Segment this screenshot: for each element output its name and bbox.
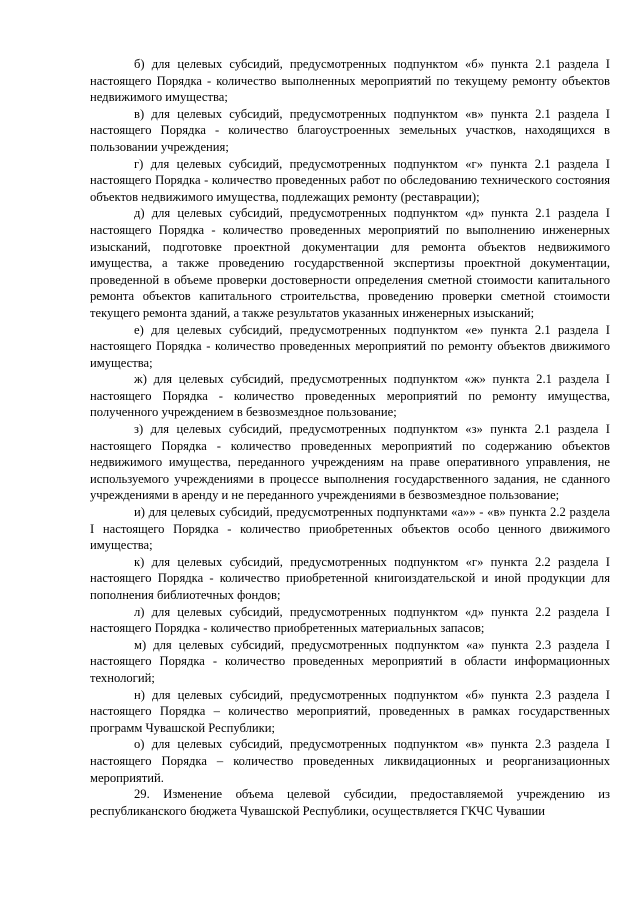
paragraph-item-v: в) для целевых субсидий, предусмотренных подпунктом «в» пункта 2.1 раздела I настоящего Порядка - количество благоустроенных земельных участков, находящихся в пользовании учреждения; [90, 106, 610, 154]
paragraph-item-e: е) для целевых субсидий, предусмотренных подпунктом «е» пункта 2.1 раздела I настоящего Порядка - количество проведенных мероприятий по ремонту объектов движимого имущества; [90, 322, 610, 370]
paragraph-item-zh: ж) для целевых субсидий, предусмотренных подпунктом «ж» пункта 2.1 раздела I настоящего Порядка - количество проведенных мероприятий по ремонту имущества, полученного учреждением в безвозмездное пользование; [90, 372, 610, 420]
paragraph-item-g: г) для целевых субсидий, предусмотренных подпунктом «г» пункта 2.1 раздела I настоящего Порядка - количество проведенных работ по обследованию технического состояния объектов недвижимого имущества, подлежащих ремонту (реставрации); [90, 156, 610, 204]
paragraph-item-z: з) для целевых субсидий, предусмотренных подпунктом «з» пункта 2.1 раздела I настоящего Порядка - количество проведенных мероприятий по содержанию объектов недвижимого имущества, переданного учреждениям на праве оперативного управления, не используемого учреждениями в процессе выполнения государственного задания, не сданного учреждениями в аренду и не переданного учреждениями в безвозмездное пользование; [90, 422, 610, 503]
document-body [90, 56, 610, 819]
paragraph-item-k: к) для целевых субсидий, предусмотренных подпунктом «г» пункта 2.2 раздела I настоящего Порядка - количество приобретенной книгоиздательской и иной продукции для пополнения библиотечных фондов; [90, 554, 610, 602]
paragraph-item-n: н) для целевых субсидий, предусмотренных подпунктом «б» пункта 2.3 раздела I настоящего Порядка – количество мероприятий, проведенных в рамках государственных программ Чувашской Республики; [90, 687, 610, 735]
paragraph-item-b: б) для целевых субсидий, предусмотренных подпунктом «б» пункта 2.1 раздела I настоящего Порядка - количество выполненных мероприятий по текущему ремонту объектов недвижимого имущества; [90, 57, 610, 105]
paragraph-29: 29. Изменение объема целевой субсидии, предоставляемой учреждению из республиканского бюджета Чувашской Республики, осуществляется ГКЧС Чувашии [90, 787, 610, 818]
paragraph-item-d: д) для целевых субсидий, предусмотренных подпунктом «д» пункта 2.1 раздела I настоящего Порядка - количество проведенных мероприятий по выполнению инженерных изысканий, подготовке проектной документации для ремонта объектов недвижимого имущества, а также проведению государственной экспертизы проектной документации, проведенной в объеме проверки достоверности определения сметной стоимости капитального ремонта объектов капитального строительства, проведению проверки сметной стоимости текущего ремонта зданий, а также результатов указанных инженерных изысканий; [90, 206, 610, 320]
paragraph-item-l: л) для целевых субсидий, предусмотренных подпунктом «д» пункта 2.2 раздела I настоящего Порядка - количество приобретенных материальных запасов; [90, 604, 610, 636]
paragraph-item-o: о) для целевых субсидий, предусмотренных подпунктом «в» пункта 2.3 раздела I настоящего Порядка – количество проведенных ликвидационных и реорганизационных мероприятий. [90, 737, 610, 785]
paragraph-item-i: и) для целевых субсидий, предусмотренных подпунктами «а»» - «в» пункта 2.2 раздела I настоящего Порядка - количество приобретенных объектов особо ценного движимого имущества; [90, 505, 610, 553]
paragraph-item-m: м) для целевых субсидий, предусмотренных подпунктом «а» пункта 2.3 раздела I настоящего Порядка - количество проведенных мероприятий в области информационных технологий; [90, 637, 610, 685]
